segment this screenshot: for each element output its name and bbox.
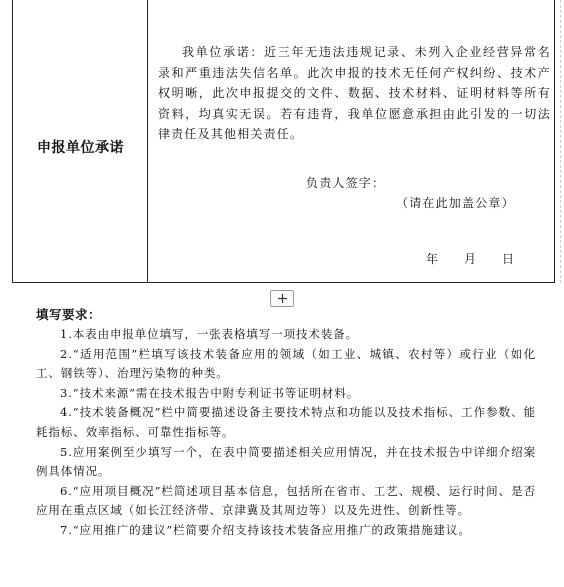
label-cell (13, 0, 148, 282)
notes-heading: 填写要求： (36, 307, 102, 322)
list-item: 4.“技术装备概况”栏中简要描述设备主要技术特点和功能以及技术指标、工作参数、能耗指标、效率指标、可靠性指标等。 (36, 405, 536, 439)
add-row-button[interactable] (270, 290, 294, 307)
list-item: 5.应用案例至少填写一个，在表中简要描述相关应用情况，并在技术报告中详细介绍案例具体情况。 (36, 444, 536, 479)
date-day: 日 (502, 252, 515, 266)
notes-list (36, 325, 536, 541)
list-item: 2.“适用范围”栏填写该技术装备应用的领域（如工业、城镇、农村等）或行业（如化工、钢铁等）、治理污染物的种类。 (36, 346, 536, 381)
list-item: 7.“应用推广的建议”栏简要介绍支持该技术装备应用推广的政策措施建议。 (60, 522, 471, 537)
list-item: 3.“技术来源”需在技术报告中附专利证书等证明材料。 (60, 385, 360, 400)
commitment-table (12, 0, 555, 283)
list-item: 1.本表由申报单位填写，一张表格填写一项技术装备。 (60, 327, 358, 341)
commitment-text: 我单位承诺：近三年无违法违规记录、未列入企业经营异常名录和严重违法失信名单。此次申报的技术无任何产权纠纷、技术产权明晰，此次申报提交的文件、数据、技术材料、证明材料等所有资料，均真实无误。若有违背，我单位愿意承担由此引发的一切法律责任及其他相关责任。 (158, 45, 551, 141)
page-edge-marker (560, 0, 563, 283)
seal-note: （请在此加盖公章） (396, 196, 515, 210)
date-year: 年 (426, 252, 439, 266)
plus-icon (277, 293, 288, 304)
date-month: 月 (464, 252, 477, 266)
commitment-cell[interactable] (148, 0, 554, 282)
date-line (426, 250, 514, 267)
signature-label: 负责人签字： (306, 176, 386, 190)
list-item: 6.“应用项目概况”栏简述项目基本信息，包括所在省市、工艺、规模、运行时间、是否应用在重点区域（如长江经济带、京津冀及其周边等）以及先进性、创新性等。 (36, 483, 536, 518)
applicant-commitment-label: 申报单位承诺 (37, 140, 124, 156)
